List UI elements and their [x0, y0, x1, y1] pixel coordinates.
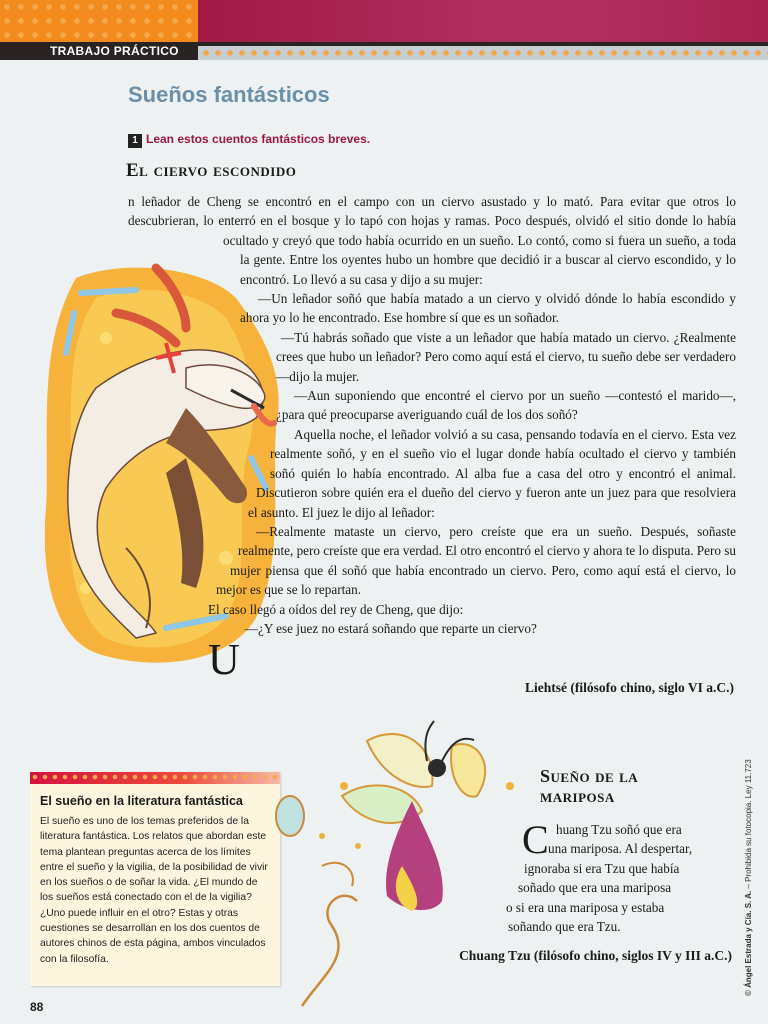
story2-line: una mariposa. Al despertar, [548, 841, 693, 857]
instruction-text: Lean estos cuentos fantásticos breves. [146, 132, 371, 146]
header-magenta-block [198, 0, 768, 42]
page-title: Sueños fantásticos [128, 82, 330, 107]
sidebar-box [30, 772, 280, 986]
story2-line: ignoraba si era Tzu que había [524, 860, 680, 876]
story2-author: Chuang Tzu (filósofo chino, siglos IV y III a.C.) [459, 948, 732, 963]
story1-paragraph: —Tú habrás soñado que viste a un leñador que había matado un ciervo. ¿Realmente crees que hubo un leñador? Pero como aquí está el ciervo, tu sueño debe ser verdadero —dijo la mujer. [276, 329, 736, 384]
story1-paragraph: Aquella noche, el leñador volvió a su casa, pensando todavía en el ciervo. Esta vez realmente soñó, y en el sueño vio el lugar donde había ocultado el ciervo y también soñó quién lo había encontrado. Al alba fue a casa del otro y encontró el animal. Discutieron sobre quién era el dueño del ciervo y fueron ante un juez para que resolviera el asunto. El juez le dijo al leñador: [248, 426, 736, 520]
story2-line: o si era una mariposa y estaba [506, 899, 665, 915]
story2-title [540, 766, 740, 806]
story2-line: soñado que era una mariposa [518, 880, 672, 896]
header-orange-pattern [0, 0, 198, 42]
sidebar-text: El sueño es uno de los temas preferidos de la literatura fantástica. Los relatos que abordan este tema plantean preguntas acerca de los límites entre el sueño y la vigilia, de la posibilidad de vivir en los sueños o de soñar la vida. ¿El mundo de los sueños está conectado con el de la vigilia? ¿Uno puede influir en el otro? Estas y otras cuestiones se desarrollan en los dos cuentos de autores chinos de esta página, ambos vinculados con la filosofía. [40, 816, 268, 965]
story1-paragraph: —Realmente mataste un ciervo, pero creíste que era un sueño. Después, soñaste realmente, pero creíste que era verdad. El otro encontró el ciervo y ahora te lo disputa. Pero su mujer piensa que él soñó que había encontrado un ciervo. Pero, como aquí está el ciervo, lo mejor es que se lo repartan. [216, 523, 736, 598]
header-band [0, 0, 768, 42]
instruction [128, 132, 370, 148]
story1-title-text: El ciervo escondido [126, 160, 297, 181]
instruction-number: 1 [128, 134, 142, 148]
story2-dropcap: C [522, 817, 549, 862]
page-number: 88 [30, 1000, 44, 1014]
sidebar-title: El sueño en la literatura fantástica [40, 794, 243, 808]
copyright-text: – Prohibida su fotocopia. Ley 11.723 [744, 759, 753, 889]
story1-paragraph: n leñador de Cheng se encontró en el campo con un ciervo asustado y lo mató. Para evitar que otros lo descubrieran, lo enterró en el bosque y lo tapó con hojas y ramas. Poco después, olvidó el sitio donde lo había ocultado y creyó que todo había ocurrido en un sueño. Lo contó, como si fuera un sueño, a toda la gente. Entre los oyentes hubo un hombre que decidió ir a buscar al ciervo escondido, y lo encontró. Lo llevó a su casa y dijo a su mujer: [128, 194, 736, 287]
story2-title-line1: Sueño de la [540, 766, 639, 786]
story2-title-line2: mariposa [540, 786, 615, 806]
story2-text [502, 817, 732, 936]
story1-dropcap: U [208, 634, 240, 684]
story1-paragraph: El caso llegó a oídos del rey de Cheng, que dijo: [208, 601, 464, 617]
story1-paragraph: —Un leñador soñó que había matado a un ciervo y olvidó dónde lo había escondido y ahora yo lo he encontrado. Ese hombre sí que es un soñador. [240, 291, 736, 326]
sidebar-bar [30, 772, 280, 784]
story2-line: huang Tzu soñó que era [556, 822, 682, 837]
header-dot-pattern [198, 46, 768, 60]
section-label: TRABAJO PRÁCTICO [50, 44, 179, 58]
story1-paragraph: —¿Y ese juez no estará soñando que reparte un ciervo? [244, 620, 537, 636]
story1-title [126, 160, 296, 182]
story1-author: Liehtsé (filósofo chino, siglo VI a.C.) [524, 680, 734, 695]
copyright-publisher: © Ángel Estrada y Cía. S. A. [744, 890, 753, 996]
copyright-notice [744, 759, 753, 996]
butterfly-fairy-illustration [262, 716, 532, 1016]
story1-paragraph: —Aun suponiendo que encontré el ciervo por un sueño —contestó el marido—, ¿para qué preocuparse averiguando cuál de los dos soñó? [276, 388, 736, 423]
story2-line: soñando que era Tzu. [508, 919, 621, 935]
story1-text [128, 192, 736, 684]
